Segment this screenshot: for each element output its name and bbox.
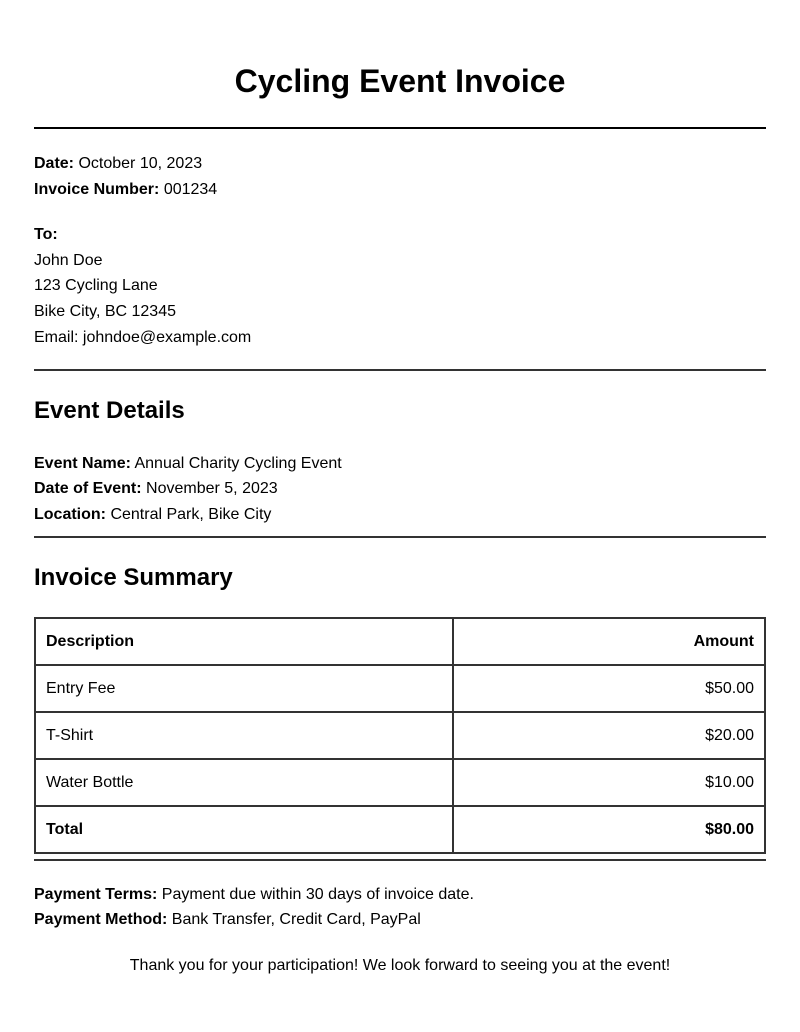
invoice-date (34, 154, 202, 174)
payment-terms-label: Payment Terms: (34, 886, 158, 903)
total-label: Total (35, 806, 453, 853)
payment-method (34, 910, 421, 930)
divider-summary (34, 859, 766, 861)
table-row (35, 759, 765, 806)
recipient-email: Email: johndoe@example.com (34, 329, 252, 346)
row-amount: $10.00 (453, 759, 765, 806)
event-date (34, 479, 278, 499)
invoice-number (34, 180, 217, 200)
payment-terms (34, 885, 474, 905)
payment-terms-value: Payment due within 30 days of invoice date. (161, 886, 474, 903)
table-row (35, 665, 765, 712)
invoice-summary-table (34, 617, 766, 854)
recipient-city: Bike City, BC 12345 (34, 303, 176, 320)
row-description: Water Bottle (35, 759, 453, 806)
table-total-row (35, 806, 765, 853)
page-title: Cycling Event Invoice (234, 63, 566, 99)
table-header-row (35, 618, 765, 665)
row-amount: $20.00 (453, 712, 765, 759)
column-header-amount: Amount (453, 618, 765, 665)
divider-event (34, 536, 766, 538)
event-date-value: November 5, 2023 (146, 480, 278, 497)
date-label: Date: (34, 155, 75, 172)
row-description: Entry Fee (35, 665, 453, 712)
invoice-number-value: 001234 (163, 181, 218, 198)
recipient-street: 123 Cycling Lane (34, 277, 158, 294)
table-row (35, 712, 765, 759)
thank-you-note: Thank you for your participation! We look forward to seeing you at the event! (129, 957, 671, 974)
divider-top (34, 127, 766, 129)
divider-recipient (34, 369, 766, 371)
payment-method-value: Bank Transfer, Credit Card, PayPal (171, 911, 421, 928)
event-name-label: Event Name: (34, 455, 131, 472)
event-name-value: Annual Charity Cycling Event (134, 455, 342, 472)
row-description: T-Shirt (35, 712, 453, 759)
column-header-description: Description (35, 618, 453, 665)
to-label: To: (34, 226, 58, 243)
event-location (34, 505, 271, 525)
total-value: $80.00 (453, 806, 765, 853)
event-details-heading: Event Details (34, 397, 185, 424)
event-location-label: Location: (34, 506, 106, 523)
event-name (34, 454, 342, 474)
row-amount: $50.00 (453, 665, 765, 712)
date-value: October 10, 2023 (78, 155, 203, 172)
payment-method-label: Payment Method: (34, 911, 168, 928)
invoice-summary-heading: Invoice Summary (34, 564, 233, 591)
event-date-label: Date of Event: (34, 480, 142, 497)
recipient-name: John Doe (34, 252, 103, 269)
event-location-value: Central Park, Bike City (110, 506, 272, 523)
invoice-number-label: Invoice Number: (34, 181, 160, 198)
